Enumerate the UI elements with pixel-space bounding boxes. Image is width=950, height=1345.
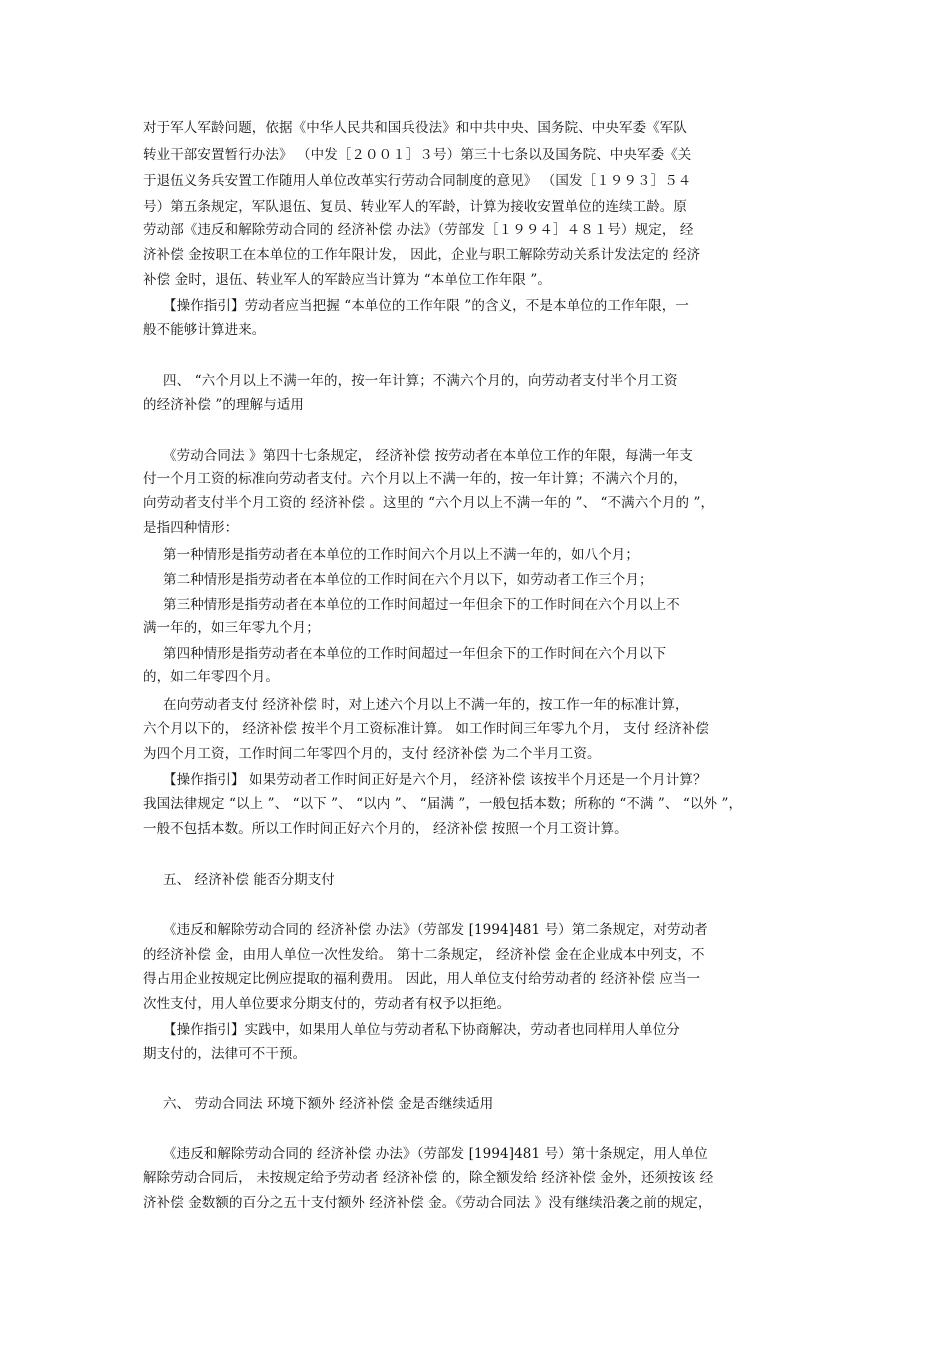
text-line: 《劳动合同法 》第四十七条规定， 经济补偿 按劳动者在本单位工作的年限，每满一年支 (163, 448, 693, 464)
text-line: 济补偿 金按职工在本单位的工作年限计发， 因此，企业与职工解除劳动关系计发法定的 经济 (143, 247, 701, 263)
text-line: 第一种情形是指劳动者在本单位的工作时间六个月以上不满一年的，如八个月； (163, 547, 639, 563)
text-line: 补偿 金时，退伍、转业军人的军龄应当计算为 “本单位工作年限 ”。 (143, 272, 551, 288)
text-line: 《违反和解除劳动合同的 经济补偿 办法》（劳部发 [1994]481 号）第十条规定，用人单位 (163, 1146, 708, 1162)
text-line: 次性支付，用人单位要求分期支付的，劳动者有权予以拒绝。 (143, 996, 511, 1012)
section-heading-cont: 的经济补偿 ”的理解与适用 (143, 397, 304, 413)
text-line: 得占用企业按规定比例应提取的福利费用。 因此，用人单位支付给劳动者的 经济补偿 应当一 (143, 971, 701, 987)
text-line: 是指四种情形： (143, 520, 239, 536)
text-line: 我国法律规定 “以上 ”、 “以下 ”、 “以内 ”、 “届满 ”，一般包括本数；所称的 “不满 ”、 “以外 ”， (143, 796, 743, 812)
text-line: 般不能够计算进来。 (143, 322, 266, 338)
text-line: 【操作指引】实践中，如果用人单位与劳动者私下协商解决，劳动者也同样用人单位分 (163, 1022, 680, 1038)
text-line: 对于军人军龄问题，依据《中华人民共和国兵役法》和中共中央、国务院、中央军委《军队 (143, 120, 687, 136)
text-line: 济补偿 金数额的百分之五十支付额外 经济补偿 金。《劳动合同法 》没有继续沿袭之前的规定， (143, 1195, 712, 1211)
section-heading: 六、 劳动合同法 环境下额外 经济补偿 金是否继续适用 (163, 1096, 494, 1112)
section-heading: 五、 经济补偿 能否分期支付 (163, 872, 335, 888)
text-line: 号）第五条规定，军队退伍、复员、转业军人的军龄，计算为接收安置单位的连续工龄。原 (143, 199, 687, 215)
text-line: 第三种情形是指劳动者在本单位的工作时间超过一年但余下的工作时间在六个月以上不 (163, 597, 680, 613)
text-line: 期支付的，法律可不干预。 (143, 1046, 307, 1062)
text-line: 《违反和解除劳动合同的 经济补偿 办法》（劳部发 [1994]481 号）第二条规定，对劳动者 (163, 922, 708, 938)
text-line: 的，如二年零四个月。 (143, 669, 279, 685)
text-line: 第四种情形是指劳动者在本单位的工作时间超过一年但余下的工作时间在六个月以下 (163, 646, 667, 662)
text-line: 【操作指引】劳动者应当把握 “本单位的工作年限 ”的含义，不是本单位的工作年限，一 (163, 298, 689, 314)
text-line: 为四个月工资，工作时间二年零四个月的，支付 经济补偿 为二个半月工资。 (143, 746, 601, 762)
text-line: 第二种情形是指劳动者在本单位的工作时间在六个月以下，如劳动者工作三个月； (163, 572, 653, 588)
text-line: 【操作指引】 如果劳动者工作时间正好是六个月， 经济补偿 该按半个月还是一个月计算？ (163, 772, 707, 788)
text-line: 满一年的，如三年零九个月； (143, 620, 320, 636)
text-line: 向劳动者支付半个月工资的 经济补偿 。这里的 “六个月以上不满一年的 ”、 “不满六个月的 ”， (143, 495, 715, 511)
text-line: 一般不包括本数。所以工作时间正好六个月的， 经济补偿 按照一个月工资计算。 (143, 821, 628, 837)
text-line: 六个月以下的， 经济补偿 按半个月工资标准计算。 如工作时间三年零九个月， 支付 经济补偿 (143, 721, 709, 737)
section-heading: 四、 “六个月以上不满一年的，按一年计算；不满六个月的，向劳动者支付半个月工资 (163, 373, 678, 389)
text-line: 解除劳动合同后， 未按规定给予劳动者 经济补偿 的，除全额发给 经济补偿 金外，还须按该 经 (143, 1170, 714, 1186)
text-line: 付一个月工资的标准向劳动者支付。六个月以上不满一年的，按一年计算；不满六个月的， (143, 471, 687, 487)
text-line: 的经济补偿 金，由用人单位一次性发给。 第十二条规定， 经济补偿 金在企业成本中列支，不 (143, 947, 705, 963)
text-line: 于退伍义务兵安置工作随用人单位改革实行劳动合同制度的意见》 （国发［１９９３］５４ (143, 173, 692, 189)
text-line: 在向劳动者支付 经济补偿 时，对上述六个月以上不满一年的，按工作一年的标准计算， (163, 697, 689, 713)
text-line: 转业干部安置暂行办法》 （中发［２００１］３号）第三十七条以及国务院、中央军委《关 (143, 147, 692, 163)
text-line: 劳动部《违反和解除劳动合同的 经济补偿 办法》（劳部发［１９９４］４８１号）规定， 经 (143, 222, 694, 238)
